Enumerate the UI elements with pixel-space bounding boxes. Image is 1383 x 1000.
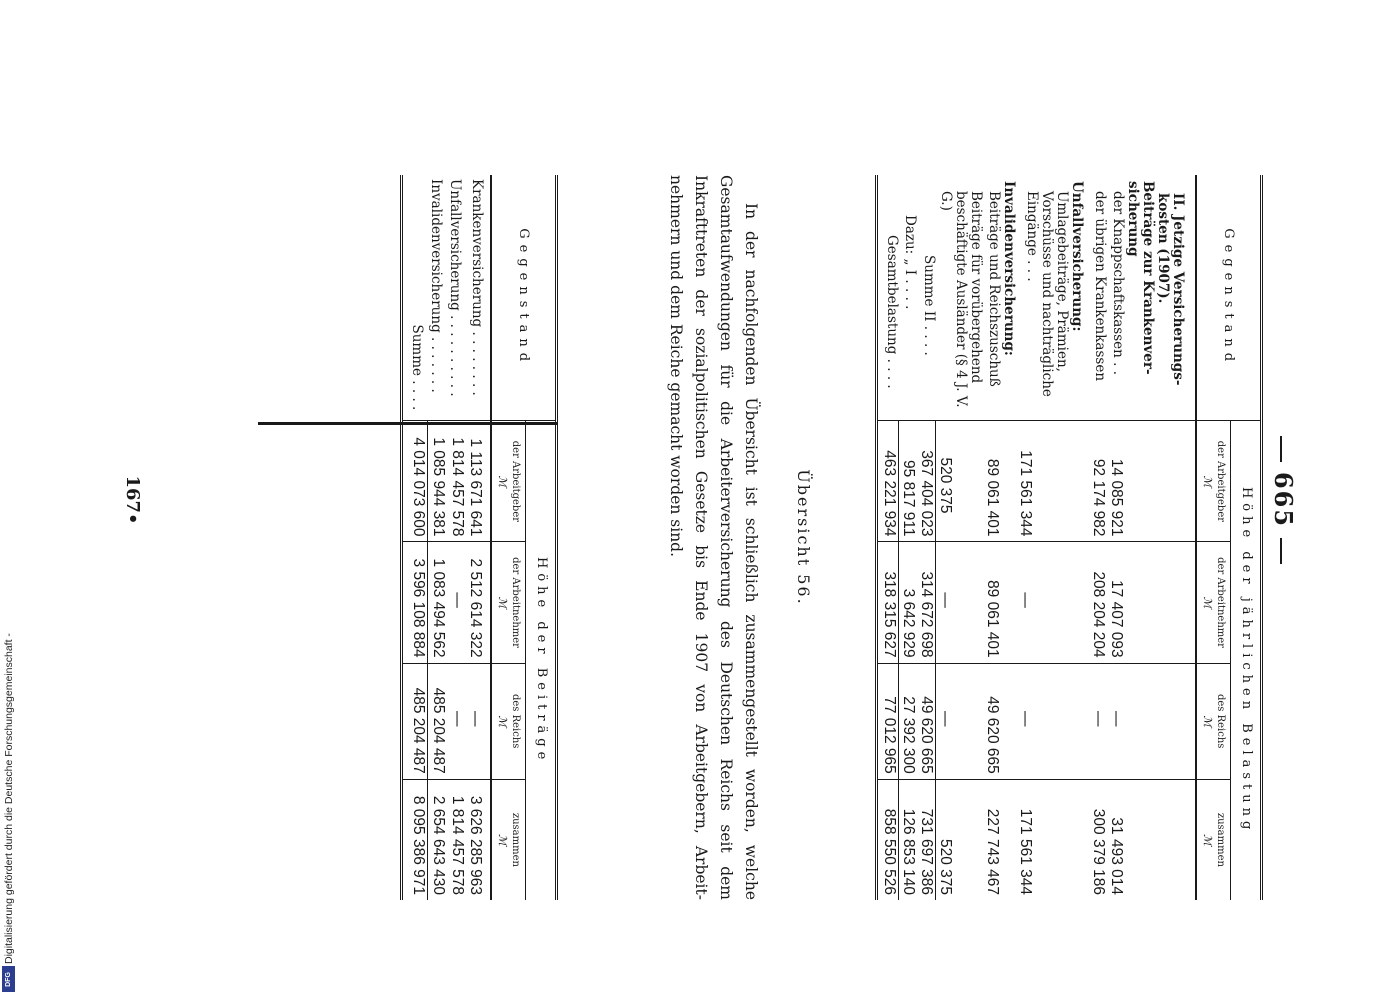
cell: 1 814 457 578 [447,779,466,900]
t2-col-zusammen: zusammen ℳ [491,779,526,900]
table-row [1069,175,1084,900]
t1-header-gegenstand: Gegenstand [1196,175,1262,421]
paragraph-text: In der nachfolgenden Übersicht ist schließlich zusammengestellt worden, welche Gesamtaufwendungen für die Arbeiterversicherung des Deutschen Reichs seit dem Inkrafttreten der sozialpolitischen Gesetze bis Ende 1907 von Arbeitgebern, Arbeitnehmern und dem Reiche gemacht worden sind. [667,175,760,900]
cell [1001,663,1016,779]
table-row [936,175,983,900]
cell [1069,421,1084,542]
row-label: Unfallversicherung . . . . . . . . . . [447,179,463,397]
t1-col-reich: des Reichs ℳ [1196,663,1231,779]
row-label: der Knappschaftskassen . . [1110,191,1126,376]
cell [1155,779,1196,900]
cell: 31 493 014 [1107,779,1125,900]
body-paragraph [663,175,763,900]
table-row [1155,175,1196,900]
cell: 463 221 934 [877,421,900,542]
cell: 27 392 300 [899,663,918,779]
page-number-text: 665 [1269,471,1298,529]
cell [1001,779,1016,900]
t2-header-group: Höhe der Beiträge [526,421,557,900]
cell [1069,779,1084,900]
table-row [402,175,429,900]
table-row [899,175,918,900]
t2-header-gegenstand: Gegenstand [491,175,557,421]
digitization-note-text: Digitalisierung gefördert durch die Deutsche Forschungsgemeinschaft - [3,633,15,964]
row-label: der übrigen Krankenkassen [1092,191,1108,382]
contributions-table [400,175,558,900]
table-row [428,175,447,900]
t1-col-arbeitgeber: der Arbeitgeber ℳ [1196,421,1231,542]
row-label: Invalidenversicherung: [1001,181,1017,356]
cell: 14 085 921 [1107,421,1125,542]
cell: 300 379 186 [1084,779,1107,900]
dash-right [1281,538,1283,564]
t2-col-arbeitgeber: der Arbeitgeber ℳ [491,421,526,542]
table-row [918,175,937,900]
cell: — [466,663,491,779]
table-row [447,175,466,900]
cell: 4 014 073 600 [402,421,429,542]
cell: 171 561 344 [1016,779,1069,900]
table-row [1125,175,1155,900]
cell: 318 315 627 [877,542,900,663]
cell [1155,421,1196,542]
row-label: Summe II . . . . [921,255,937,356]
row-label: Beiträge zur Krankenversicherung [1125,181,1156,375]
table-row [983,175,1001,900]
dfg-logo-text: DFG [5,971,12,987]
table-row [466,175,491,900]
cell [1125,779,1155,900]
cell: 2 512 614 322 [466,542,491,663]
cell: 2 654 643 430 [428,779,447,900]
cell: 1 085 944 381 [428,421,447,542]
cell: 17 407 093 [1107,542,1125,663]
cell: 8 095 386 971 [402,779,429,900]
cell: 49 620 665 [983,663,1001,779]
t1-col-arbeitnehmer: der Arbeitnehmer ℳ [1196,542,1231,663]
table-row [1016,175,1069,900]
page-number [1269,0,1298,1000]
cell: — [1016,663,1069,779]
row-label: Dazu: „ I . . . . [902,215,919,310]
cell: 227 743 467 [983,779,1001,900]
table-row [1001,175,1016,900]
cell: 1 814 457 578 [447,421,466,542]
cell: 3 626 285 963 [466,779,491,900]
burden-table [875,175,1263,900]
cell: 367 404 023 [918,421,937,542]
cell: 485 204 487 [428,663,447,779]
cell [1069,663,1084,779]
row-label: II. Jetzige Versicherungskosten (1907). [1155,193,1186,386]
cell: 1 083 494 562 [428,542,447,663]
divider-rule [258,422,558,425]
footer-number: 167• [122,475,143,525]
row-label: Gesamtbelastung . . . . [884,235,900,389]
cell: 314 672 698 [918,542,937,663]
cell: 95 817 911 [899,421,918,542]
cell: 77 012 965 [877,663,900,779]
cell: 485 204 487 [402,663,429,779]
table-row [1107,175,1125,900]
cell: 1 113 671 641 [466,421,491,542]
dfg-logo [2,966,15,992]
cell: 49 620 665 [918,663,937,779]
cell: — [936,663,983,779]
cell: — [1016,542,1069,663]
cell: 731 697 386 [918,779,937,900]
cell: 126 853 140 [899,779,918,900]
cell: 171 561 344 [1016,421,1069,542]
digitization-note [2,602,18,994]
row-label: Invalidenversicherung . . . . . . . [428,179,444,393]
cell: 3 642 929 [899,542,918,663]
row-label: Summe . . . . [409,324,425,411]
cell: 858 550 526 [877,779,900,900]
cell [1001,421,1016,542]
cell: 89 061 401 [983,542,1001,663]
cell: 208 204 204 [1084,542,1107,663]
table-row [1084,175,1107,900]
table-row [877,175,900,900]
cell: — [1107,663,1125,779]
row-label: Beiträge für vorübergehend beschäftigte Ausländer (§ 4 J. V. G.) [938,191,984,408]
cell [1125,542,1155,663]
cell: 92 174 982 [1084,421,1107,542]
overview-title: Übersicht 56. [794,469,813,606]
cell [1069,542,1084,663]
cell: — [447,542,466,663]
row-label: Unfallversicherung: [1069,181,1085,332]
cell: 520 375 [936,779,983,900]
t1-col-zusammen: zusammen ℳ [1196,779,1231,900]
dash-left [1281,436,1283,462]
cell: — [936,542,983,663]
cell: — [1084,663,1107,779]
cell [1001,542,1016,663]
row-label: Krankenversicherung . . . . . . . . [469,179,485,396]
row-label: Umlagebeiträge, Prämien, Vorschüsse und nachträgliche Eingänge . . . [1024,191,1070,397]
t2-col-arbeitnehmer: der Arbeitnehmer ℳ [491,542,526,663]
t2-col-reich: des Reichs ℳ [491,663,526,779]
cell [1155,542,1196,663]
cell [1125,421,1155,542]
row-label: Beiträge und Reichszuschuß [986,191,1002,387]
cell: 89 061 401 [983,421,1001,542]
cell: — [447,663,466,779]
cell: 520 375 [936,421,983,542]
cell: 3 596 108 884 [402,542,429,663]
cell [1155,663,1196,779]
t1-header-group: Höhe der jährlichen Belastung [1231,421,1262,900]
cell [1125,663,1155,779]
